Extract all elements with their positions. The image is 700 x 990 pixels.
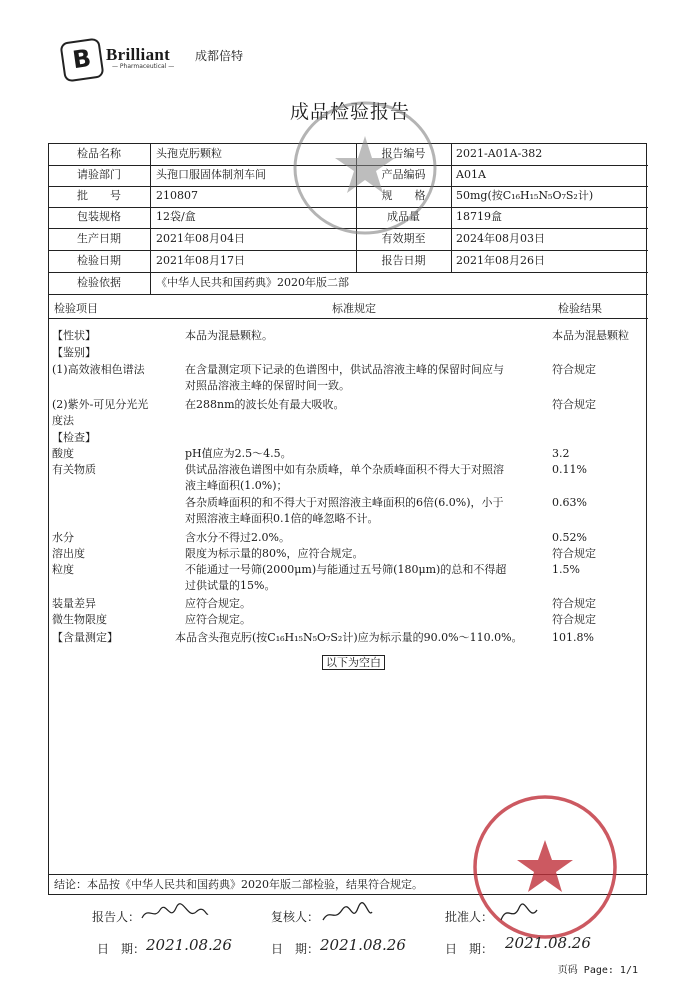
value-test-date: 2021年08月17日 (156, 254, 245, 267)
label-department: 请验部门 (77, 168, 121, 181)
std-related-total-line2: 对照溶液主峰面积0.1倍的峰忽略不计。 (185, 512, 379, 525)
item-hplc: (1)高效液相色谱法 (52, 363, 145, 376)
res-related-single: 0.11% (552, 463, 587, 476)
reviewer-label: 复核人： (271, 910, 320, 924)
std-particle-line1: 不能通过一号筛(2000μm)与能通过五号筛(180μm)的总和不得超 (185, 563, 507, 576)
label-product-name: 检品名称 (77, 147, 121, 160)
page-number: 页码 Page: 1/1 (557, 965, 638, 976)
std-microbial: 应符合规定。 (185, 613, 251, 626)
label-batch-no: 批 号 (77, 189, 121, 202)
std-dissolution: 限度为标示量的80%，应符合规定。 (185, 547, 364, 560)
document-title: 成品检验报告 (289, 101, 410, 123)
results-header-result: 检验结果 (558, 302, 602, 315)
res-particle-size: 1.5% (552, 563, 580, 576)
res-acidity: 3.2 (552, 447, 570, 460)
label-packing: 包装规格 (77, 210, 121, 223)
value-specification: 50mg(按C₁₆H₁₅N₅O₇S₂计) (456, 189, 594, 202)
std-related-line2: 液主峰面积(1.0%)； (185, 479, 288, 492)
item-tests: 【检查】 (52, 431, 96, 444)
value-report-date: 2021年08月26日 (456, 254, 545, 267)
item-identification: 【鉴别】 (52, 346, 96, 359)
label-specification: 规 格 (381, 189, 426, 202)
item-fill-weight: 装量差异 (52, 597, 96, 610)
res-fill-weight: 符合规定 (552, 597, 596, 610)
std-fill-weight: 应符合规定。 (185, 597, 251, 610)
value-test-basis: 《中华人民共和国药典》2020年版二部 (156, 276, 349, 289)
reporter-label: 报告人： (92, 910, 141, 924)
item-appearance: 【性状】 (52, 329, 96, 342)
results-header-standard: 标准规定 (332, 302, 376, 315)
reviewer-date-label: 日 期： (271, 942, 320, 956)
reporter-signature (140, 902, 210, 924)
res-hplc: 符合规定 (552, 363, 596, 376)
res-dissolution: 符合规定 (552, 547, 596, 560)
value-packing: 12袋/盒 (156, 210, 196, 223)
std-acidity: pH值应为2.5～4.5。 (185, 447, 292, 460)
blank-marker-text: 以下为空白 (322, 655, 385, 670)
item-dissolution: 溶出度 (52, 547, 85, 560)
value-department: 头孢口服固体制剂车间 (156, 168, 266, 181)
std-uv: 在288nm的波长处有最大吸收。 (185, 398, 345, 411)
company-logo-mark: B (59, 37, 104, 82)
approver-label: 批准人： (445, 910, 494, 924)
value-production-date: 2021年08月04日 (156, 232, 245, 245)
approver-date-label: 日 期： (445, 942, 494, 956)
company-subtitle: — Pharmaceutical — (112, 63, 175, 70)
blank-marker (322, 651, 385, 670)
std-hplc-line1: 在含量测定项下记录的色谱图中，供试品溶液主峰的保留时间应与 (185, 363, 504, 376)
approver-date: 2021.08.26 (505, 934, 591, 952)
std-related-total-line1: 各杂质峰面积的和不得大于对照溶液主峰面积的6倍(6.0%)，小于 (185, 496, 504, 509)
label-report-no: 报告编号 (381, 147, 426, 160)
value-product-name: 头孢克肟颗粒 (156, 147, 222, 160)
res-water: 0.52% (552, 531, 587, 544)
res-assay: 101.8% (552, 631, 594, 644)
reviewer-date: 2021.08.26 (320, 936, 406, 954)
res-appearance: 本品为混悬颗粒 (552, 329, 629, 342)
std-assay: 本品含头孢克肟(按C₁₆H₁₅N₅O₇S₂计)应为标示量的90.0%～110.0%。 (175, 631, 523, 644)
conclusion: 结论：本品按《中华人民共和国药典》2020年版二部检验，结果符合规定。 (54, 878, 423, 891)
inspection-seal-top (290, 98, 440, 238)
item-assay: 【含量测定】 (52, 631, 118, 644)
label-expiry-date: 有效期至 (381, 232, 426, 245)
reporter-date: 2021.08.26 (146, 936, 232, 954)
res-uv: 符合规定 (552, 398, 596, 411)
value-product-code: A01A (456, 168, 486, 181)
label-product-code: 产品编码 (381, 168, 426, 181)
company-name-cn: 成都倍特 (195, 49, 244, 63)
std-water: 含水分不得过2.0%。 (185, 531, 290, 544)
label-report-date: 报告日期 (381, 254, 426, 267)
res-related-total: 0.63% (552, 496, 587, 509)
item-acidity: 酸度 (52, 447, 74, 460)
results-header-item: 检验项目 (54, 302, 98, 315)
label-production-date: 生产日期 (77, 232, 121, 245)
res-microbial: 符合规定 (552, 613, 596, 626)
label-test-basis: 检验依据 (77, 276, 121, 289)
std-particle-line2: 过供试量的15%。 (185, 579, 276, 592)
label-test-date: 检验日期 (77, 254, 121, 267)
label-quantity: 成品量 (387, 210, 420, 223)
company-name-en: Brilliant (106, 45, 171, 64)
item-particle-size: 粒度 (52, 563, 74, 576)
value-quantity: 18719盒 (456, 210, 502, 223)
item-related-substances: 有关物质 (52, 463, 96, 476)
reporter-date-label: 日 期： (97, 942, 146, 956)
approver-signature (497, 900, 542, 926)
std-hplc-line2: 对照品溶液主峰的保留时间一致。 (185, 379, 350, 392)
std-appearance: 本品为混悬颗粒。 (185, 329, 273, 342)
value-report-no: 2021-A01A-382 (456, 147, 543, 160)
reviewer-signature (320, 902, 375, 926)
item-uv-line2: 度法 (52, 414, 74, 427)
value-batch-no: 210807 (156, 189, 198, 202)
item-water: 水分 (52, 531, 74, 544)
item-uv-line1: (2)紫外-可见分光光 (52, 398, 149, 411)
value-expiry-date: 2024年08月03日 (456, 232, 545, 245)
item-microbial: 微生物限度 (52, 613, 107, 626)
std-related-line1: 供试品溶液色谱图中如有杂质峰，单个杂质峰面积不得大于对照溶 (185, 463, 504, 476)
